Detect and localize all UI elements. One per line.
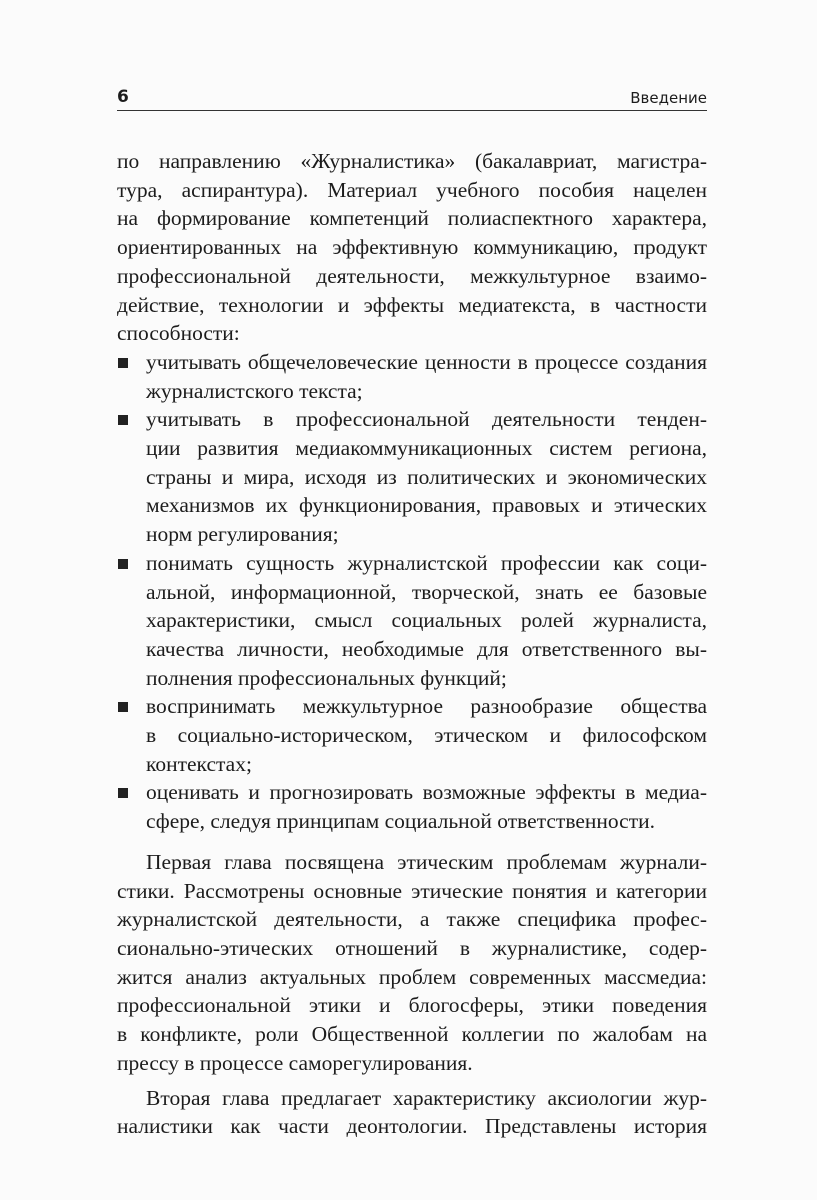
body-text [117, 147, 707, 1141]
bullet-item [117, 348, 707, 405]
intro-paragraph [117, 147, 707, 348]
text-line: прессу в процессе саморегулирования. [117, 1050, 473, 1075]
text-line: жится анализ актуальных проблем современных массмедиа: [117, 964, 707, 989]
text-line: Первая глава посвящена этическим проблемам журнали- [146, 849, 707, 874]
text-line: характеристики, смысл социальных ролей журналиста, [146, 608, 707, 633]
text-line: контекстах; [146, 751, 252, 776]
text-line: профессиональной этики и блогосферы, этики поведения [117, 993, 707, 1018]
text-line: понимать сущность журналистской профессии как соци- [146, 550, 707, 575]
text-line: альной, информационной, творческой, знать ее базовые [146, 579, 707, 604]
bullet-list [117, 348, 707, 836]
text-line: действие, технологии и эффекты медиатекста, в частности [117, 292, 707, 317]
text-line: Вторая глава предлагает характеристику аксиологии жур- [146, 1085, 707, 1110]
text-line: оценивать и прогнозировать возможные эффекты в медиа- [146, 780, 707, 805]
text-line: на формирование компетенций полиаспектного характера, [117, 206, 707, 231]
text-line: сионально-этических отношений в журналистике, содер- [117, 935, 707, 960]
text-line: в конфликте, роли Общественной коллегии по жалобам на [117, 1022, 707, 1047]
text-line: в социально-историческом, этическом и философском [146, 723, 707, 748]
text-line: по направлению «Журналистика» (бакалавриат, магистра- [117, 149, 707, 173]
text-line: норм регулирования; [146, 522, 339, 547]
text-line: сфере, следуя принципам социальной ответственности. [146, 809, 655, 834]
bullet-item [117, 549, 707, 693]
bullet-item [117, 405, 707, 549]
text-line: полнения профессиональных функций; [146, 665, 507, 690]
text-line: ориентированных на эффективную коммуникацию, продукт [117, 235, 707, 260]
text-line: ции развития медиакоммуникационных систем региона, [146, 436, 707, 461]
text-line: стики. Рассмотрены основные этические понятия и категории [117, 878, 707, 903]
text-line: учитывать в профессиональной деятельности тенден- [146, 407, 707, 432]
bullet-item [117, 778, 707, 835]
square-bullet-icon [118, 788, 128, 798]
paragraph-chapter-two [117, 1084, 707, 1141]
square-bullet-icon [118, 559, 128, 569]
running-header [117, 84, 707, 111]
square-bullet-icon [118, 415, 128, 425]
text-line: механизмов их функционирования, правовых и этических [146, 493, 707, 518]
page-number: 6 [117, 87, 129, 107]
text-line: журналистского текста; [146, 378, 363, 403]
text-line: журналистской деятельности, а также специфика профес- [117, 907, 707, 932]
square-bullet-icon [118, 702, 128, 712]
text-line: страны и мира, исходя из политических и экономических [146, 464, 707, 489]
text-line: учитывать общечеловеческие ценности в процессе создания [146, 349, 707, 374]
bullet-item [117, 692, 707, 778]
text-line: способности: [117, 321, 240, 346]
text-line: воспринимать межкультурное разнообразие общества [146, 694, 707, 719]
paragraph-chapter-one [117, 848, 707, 1078]
square-bullet-icon [118, 358, 128, 368]
text-line: профессиональной деятельности, межкультурное взаимо- [117, 263, 707, 288]
text-line: тура, аспирантура). Материал учебного пособия нацелен [117, 177, 707, 202]
text-line: налистики как части деонтологии. Представлены история [117, 1114, 707, 1139]
section-title: Введение [630, 89, 707, 107]
text-line: качества личности, необходимые для ответственного вы- [146, 636, 707, 661]
